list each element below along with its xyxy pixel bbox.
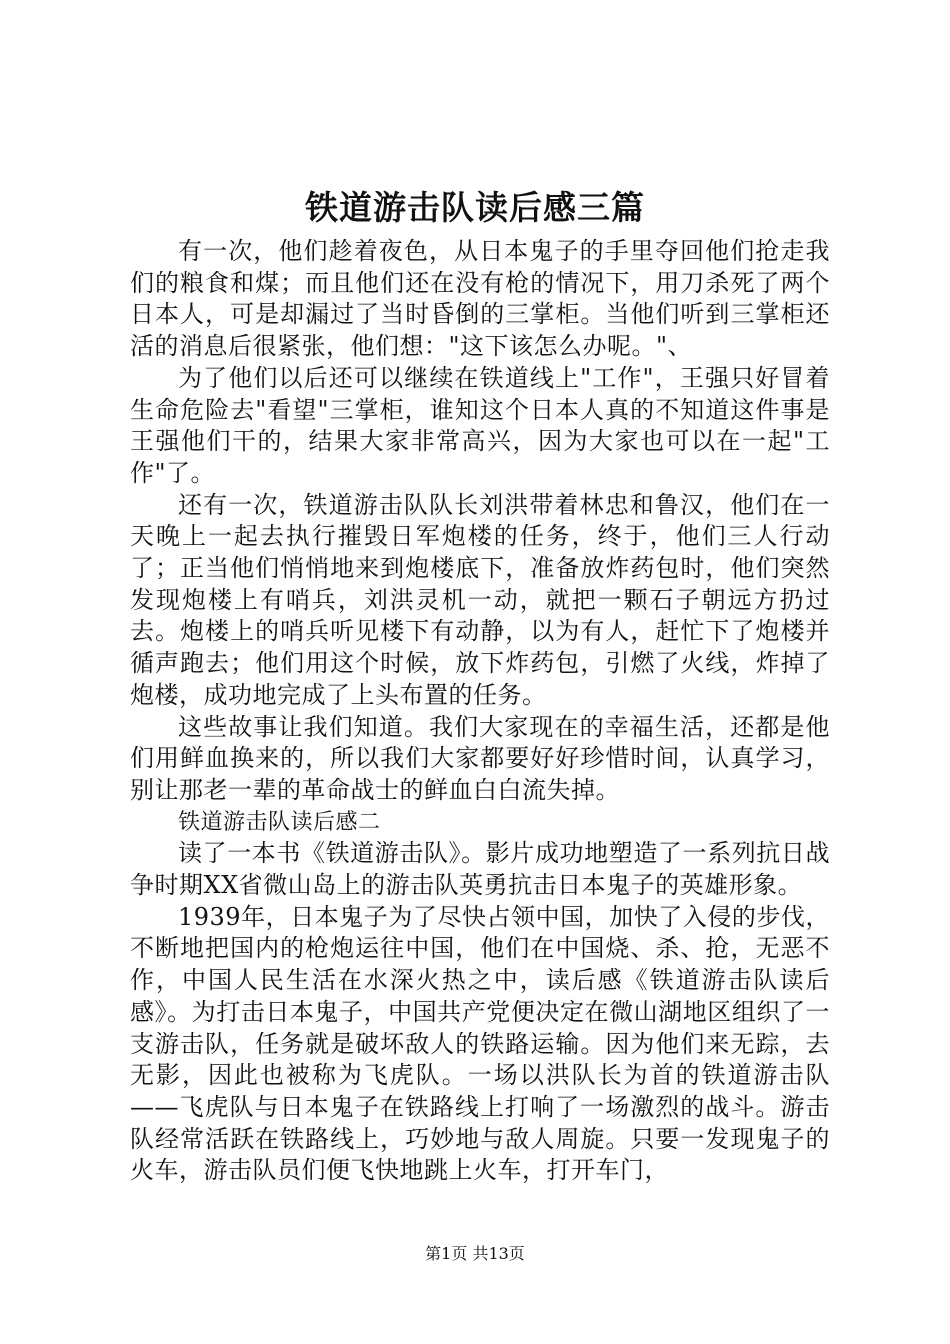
paragraph: 为了他们以后还可以继续在铁道线上"工作"，王强只好冒着生命危险去"看望"三掌柜，谁知这个日本人真的不知道这件事是王强他们干的，结果大家非常高兴，因为大家也可以在一起"工作"了。 xyxy=(130,363,830,487)
section-subheading: 铁道游击队读后感二 xyxy=(178,809,381,835)
paragraph: 1939年，日本鬼子为了尽快占领中国，加快了入侵的步伐，不断地把国内的枪炮运往中国，他们在中国烧、杀、抢，无恶不作，中国人民生活在水深火热之中，读后感《铁道游击队读后感》。为打击日本鬼子，中国共产党便决定在微山湖地区组织了一支游击队，任务就是破坏敌人的铁路运输。因为他们来无踪，去无影，因此也被称为飞虎队。一场以洪队长为首的铁道游击队——飞虎队与日本鬼子在铁路线上打响了一场激烈的战斗。游击队经常活跃在铁路线上，巧妙地与敌人周旋。只要一发现鬼子的火车，游击队员们便飞快地跳上火车，打开车门， xyxy=(130,902,830,1185)
paragraph: 这些故事让我们知道。我们大家现在的幸福生活，还都是他们用鲜血换来的，所以我们大家都要好好珍惜时间，认真学习，别让那老一辈的革命战士的鲜血白白流失掉。 xyxy=(130,712,830,804)
document-body xyxy=(130,236,830,1187)
paragraph: 还有一次，铁道游击队队长刘洪带着林忠和鲁汉，他们在一天晚上一起去执行摧毁日军炮楼的任务，终于，他们三人行动了；正当他们悄悄地来到炮楼底下，准备放炸药包时，他们突然发现炮楼上有哨兵，刘洪灵机一动，就把一颗石子朝远方扔过去。炮楼上的哨兵听见楼下有动静，以为有人，赶忙下了炮楼并循声跑去；他们用这个时候，放下炸药包，引燃了火线，炸掉了炮楼，成功地完成了上头布置的任务。 xyxy=(130,490,830,709)
paragraph: 有一次，他们趁着夜色，从日本鬼子的手里夺回他们抢走我们的粮食和煤；而且他们还在没有枪的情况下，用刀杀死了两个日本人，可是却漏过了当时昏倒的三掌柜。当他们听到三掌柜还活的消息后很紧张，他们想："这下该怎么办呢。"、 xyxy=(130,237,830,361)
page-footer: 第1页 共13页 xyxy=(425,1244,525,1263)
document-title: 铁道游击队读后感三篇 xyxy=(305,188,645,227)
paragraph: 读了一本书《铁道游击队》。影片成功地塑造了一系列抗日战争时期XX省微山岛上的游击队英勇抗击日本鬼子的英雄形象。 xyxy=(130,839,830,900)
